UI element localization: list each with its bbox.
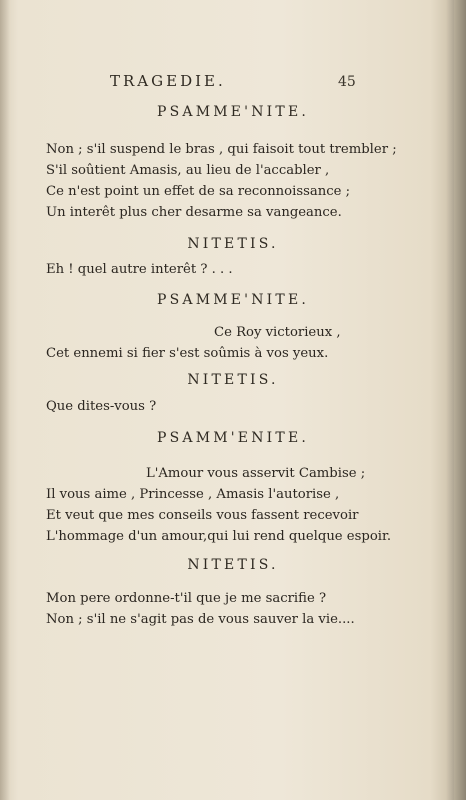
running-head: TRAGEDIE. (110, 72, 226, 90)
verse-line: Eh ! quel autre interêt ? . . . (46, 262, 233, 277)
speaker-name: PSAMME'NITE. (156, 104, 310, 120)
verse-line: Non ; s'il suspend le bras , qui faisoit tout trembler ; (46, 142, 397, 157)
verse-line: Ce Roy victorieux , (214, 325, 341, 340)
page-number: 45 (338, 74, 356, 90)
verse-line: S'il soûtient Amasis, au lieu de l'accabler , (46, 163, 330, 178)
speaker-name: NITETIS. (187, 372, 279, 388)
verse-line: Un interêt plus cher desarme sa vangeance. (46, 205, 342, 220)
verse-line: Mon pere ordonne-t'il que je me sacrifie ? (46, 591, 327, 606)
verse-line: Cet ennemi si fier s'est soûmis à vos yeux. (46, 346, 329, 361)
speaker-name: PSAMM'ENITE. (156, 430, 310, 446)
speaker-name: NITETIS. (187, 557, 279, 573)
page-edge (454, 0, 466, 800)
verse-line: L'hommage d'un amour,qui lui rend quelque espoir. (46, 529, 392, 544)
verse-line: Que dites-vous ? (46, 399, 157, 414)
speaker-name: PSAMME'NITE. (156, 292, 310, 308)
speaker-name: NITETIS. (187, 236, 279, 252)
verse-line: L'Amour vous asservit Cambise ; (146, 466, 366, 481)
verse-line: Ce n'est point un effet de sa reconnoissance ; (46, 184, 351, 199)
verse-line: Non ; s'il ne s'agit pas de vous sauver la vie.... (46, 612, 355, 627)
verse-line: Il vous aime , Princesse , Amasis l'autorise , (46, 487, 340, 502)
gutter-shadow (0, 0, 10, 800)
verse-line: Et veut que mes conseils vous fassent recevoir (46, 508, 359, 523)
